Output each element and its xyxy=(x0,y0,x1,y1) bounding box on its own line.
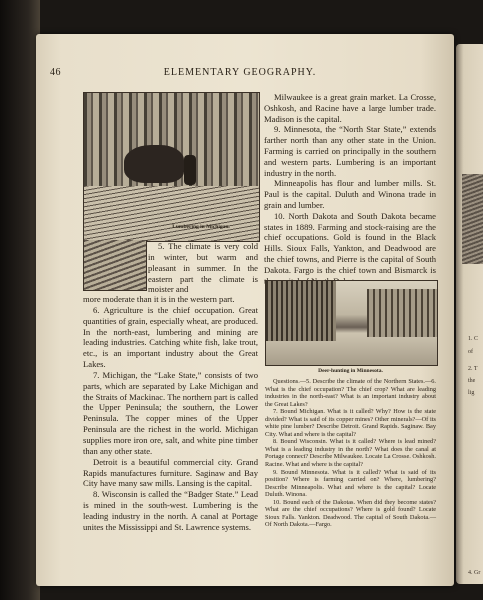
lumbering-illustration-log xyxy=(83,240,147,291)
paragraph-10: 10. North Dakota and South Dakota became states in 1889. Farming and stock-raising are the chief occupations. Gold is found in the Black Hills. Sioux Falls, Yankton, and Deadwood are the chief towns, and Pierre is the capital of South Dakota. Fargo is the chief town and Bismarck is xyxy=(264,210,436,275)
deer-hunting-caption: Deer-hunting in Minnesota. xyxy=(318,368,383,374)
paragraph-5a: 5. The climate is very cold in winter, but warm and pleasant in summer. In the eastern part the climate is moister and xyxy=(148,241,258,295)
page-header xyxy=(50,67,430,79)
next-page-fragment: 1. C xyxy=(468,336,479,342)
paragraph-7: 7. Michigan, the “Lake State,” consists of two parts, which are separated by Lake Michigan and the Straits of Mackinac. The northern part is called the Upper Peninsula; the southern, the Lower Peninsula. The copper mines of the Upper Peninsula are the richest in the world. Michigan supplies more iron ore, salt, and white pine timber than any other state. xyxy=(83,369,258,456)
question-block: 8. Bound Wisconsin. What is it called? Where is lead mined? What is a leading industry in the north? What does the canal at Portage connect? Describe Milwaukee. Locate La Crosse. Oshkosh. Racine. What and where is the capital? xyxy=(265,438,437,469)
review-questions xyxy=(265,378,436,529)
page-number: 46 xyxy=(50,67,61,78)
question-block: 9. Bound Minnesota. What is it called? What is said of its position? Where is farming carried on? Where, lumbering? Describe Minneapolis. What and where is the capital? Locate Duluth. Winona. xyxy=(265,468,436,499)
ground-texture xyxy=(84,186,259,241)
horse-team xyxy=(124,145,184,183)
lumbering-caption: Lumbering in Michigan. xyxy=(172,224,230,230)
running-title: ELEMENTARY GEOGRAPHY. xyxy=(163,67,317,78)
paragraph-9b: Minneapolis has flour and lumber mills. St. Paul is the capital. Duluth and Winona trade in grain and lumber. xyxy=(264,178,436,210)
paragraph-7b: Detroit is a beautiful commercial city. Grand Rapids manufactures furniture. Saginaw and Bay City have many saw mills. Lansing is the capital. xyxy=(83,456,258,489)
question-block: Questions.—5. Describe the climate of the Northern States.—6. What is the chief occupation? The chief crop? What are leading industries in the north-east? What is an important industry about the Great Lakes? xyxy=(265,378,436,408)
paragraph-6: 6. Agriculture is the chief occupation. Great quantities of grain, especially wheat, are produced. In the north-east, lumbering and mining are leading industries. Catching white fish, lake trout, etc., is an important industry about the Great Lakes. xyxy=(83,304,258,370)
lumbering-illustration xyxy=(83,92,260,242)
lumberjack-figure xyxy=(184,155,196,185)
right-column xyxy=(264,92,436,286)
question-block: 10. Bound each of the Dakotas. When did they become states? What are the chief occupations? Where is gold found? Locate Sioux Falls. Yankton. Deadwood. The capital of South Dakota.—Of North Dakota.—Fargo. xyxy=(265,498,436,529)
right-woods-texture xyxy=(367,289,437,337)
paragraph-9: 9. Minnesota, the “North Star State,” extends farther north than any other state in the Union. Farming is carried on principally in the southern and western parts. Lumbering is an important industry in the north. xyxy=(264,124,436,178)
deer-hunting-illustration xyxy=(265,280,438,366)
next-page-fragment: of xyxy=(468,349,473,355)
paragraph-8: 8. Wisconsin is called the “Badger State.” Lead is mined in the south-west. Lumbering is the leading industry in the north. A canal at Portage unites the Mississippi and St. Lawrence systems. xyxy=(83,489,258,532)
paragraph-8b: Milwaukee is a great grain market. La Crosse, Oshkosh, and Racine have a large lumber trade. Madison is the capital. xyxy=(264,92,436,124)
question-block: 7. Bound Michigan. What is it called? Why? How is the state divided? What is said of its copper mines? Other minerals?—Of its white pine lumber? Describe Detroit. Grand Rapids. Saginaw. Bay City. What and where is the capital? xyxy=(265,408,436,438)
book-spine-shadow xyxy=(0,0,40,600)
next-page-fragment: 2. T xyxy=(468,366,478,372)
paragraph-5-start xyxy=(148,241,258,295)
left-woods-texture xyxy=(266,281,336,341)
next-page-fragment: 4. Gr xyxy=(468,570,481,576)
left-column xyxy=(83,294,258,533)
next-page-edge xyxy=(456,44,483,584)
next-page-fragment: lig xyxy=(468,390,475,396)
next-page-illustration xyxy=(462,174,483,264)
paragraph-5b: more moderate than it is in the western part. xyxy=(83,294,235,304)
next-page-fragment: the xyxy=(468,378,476,384)
